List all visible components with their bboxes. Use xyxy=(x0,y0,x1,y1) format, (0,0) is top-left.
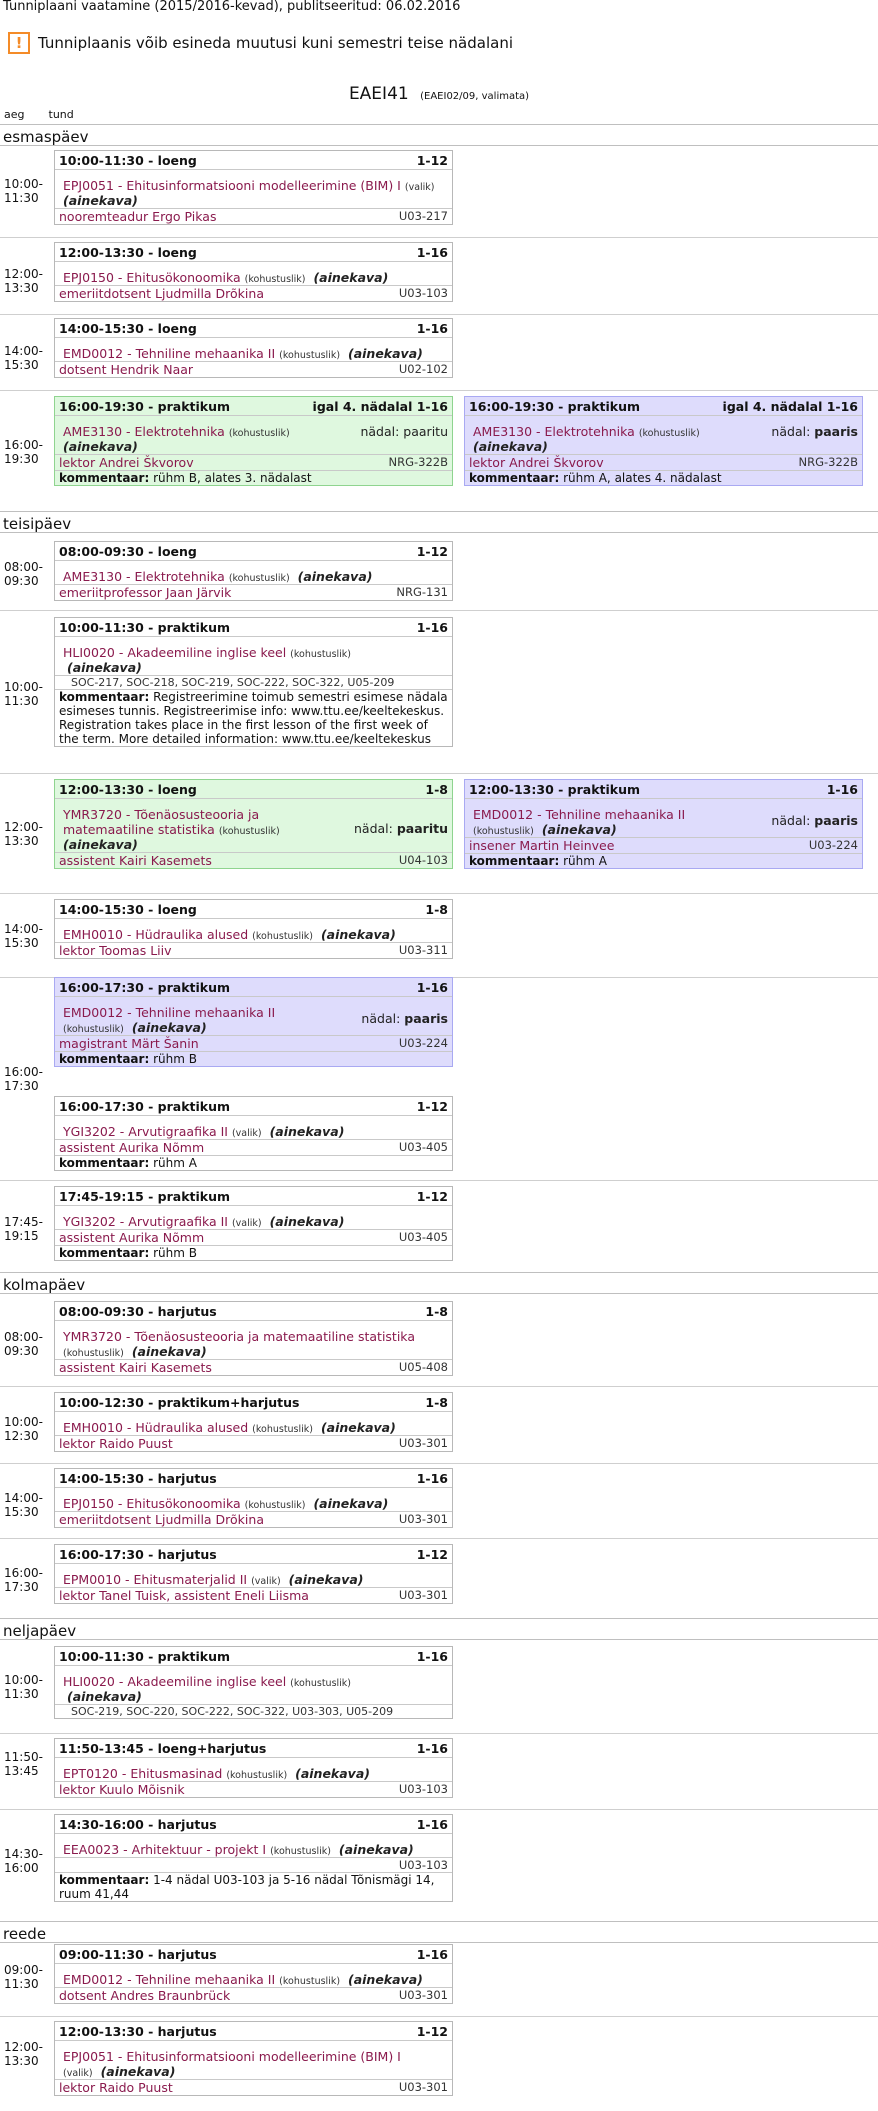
course-name[interactable]: Arhitektuur - projekt I xyxy=(131,1842,267,1857)
lesson-weeks: 1-16 xyxy=(416,1816,448,1832)
lesson-card[interactable]: 12:00-13:30 - praktikum 1-16 EMD0012 - Tehniline mehaanika II (kohustuslik) (ainekava) nädal: paaris insener Martin Heinvee U03-224 kommentaar: rühm A xyxy=(464,779,863,869)
row-separator xyxy=(0,893,878,894)
lesson-card[interactable]: 09:00-11:30 - harjutus 1-16 EMD0012 - Tehniline mehaanika II (kohustuslik) (ainekava) dotsent Andres Braunbrück U03-301 xyxy=(54,1944,453,2004)
lesson-weeks: 1-12 xyxy=(416,1546,448,1562)
course-name[interactable]: Akadeemiline inglise keel xyxy=(127,645,287,660)
comment-text: rühm A xyxy=(153,1156,197,1170)
course-name[interactable]: Ehitusmaterjalid II xyxy=(133,1572,248,1587)
course-name[interactable]: Arvutigraafika II xyxy=(128,1214,228,1229)
row-separator xyxy=(0,314,878,315)
time-label: 10:00- 11:30 xyxy=(4,680,43,708)
lesson-weeks: 1-12 xyxy=(416,2023,448,2039)
lesson-card[interactable]: 10:00-11:30 - loeng 1-12 EPJ0051 - Ehitusinformatsiooni modelleerimine (BIM) I (valik) (ainekava) nooremteadur Ergo Pikas U03-217 xyxy=(54,150,453,225)
lesson-card[interactable]: 17:45-19:15 - praktikum 1-12 YGI3202 - Arvutigraafika II (valik) (ainekava) assistent Aurika Nõmm U03-405 kommentaar: rühm B xyxy=(54,1186,453,1261)
lesson-time-type: 16:00-17:30 - praktikum xyxy=(59,979,231,995)
day-row-friday xyxy=(0,1921,878,1943)
lesson-weeks: 1-12 xyxy=(416,1188,448,1204)
comment-label: kommentaar: xyxy=(59,471,150,485)
time-label: 14:00- 15:30 xyxy=(4,1491,43,1519)
week-parity: paaris xyxy=(404,1011,448,1026)
teacher-name[interactable]: emeriitdotsent Ljudmilla Drõkina xyxy=(59,1512,264,1527)
lesson-card[interactable]: 08:00-09:30 - harjutus 1-8 YMR3720 - Tõenäosusteooria ja matemaatiline statistika (kohustuslik) (ainekava) assistent Kairi Kasemets U05-408 xyxy=(54,1301,453,1376)
time-label: 10:00- 11:30 xyxy=(4,1673,43,1701)
course-plan-link[interactable]: (ainekava) xyxy=(347,1972,423,1987)
time-label: 14:00- 15:30 xyxy=(4,344,43,372)
lesson-card[interactable]: 14:30-16:00 - harjutus 1-16 EEA0023 - Arhitektuur - projekt I (kohustuslik) (ainekava) U03-103 kommentaar: 1-4 nädal U03-103 ja 5-16 nädal Tõnismägi 14, ruum 41,44 xyxy=(54,1814,453,1902)
lesson-time-type: 11:50-13:45 - loeng+harjutus xyxy=(59,1740,267,1756)
day-name: kolmapäev xyxy=(3,1276,86,1294)
room: U03-301 xyxy=(398,2080,448,2094)
course-name[interactable]: Ehitusmasinad xyxy=(130,1766,223,1781)
course-name[interactable]: Elektrotehnika xyxy=(134,569,225,584)
course-tag: (kohustuslik) xyxy=(270,1846,331,1857)
course-plan-link[interactable]: (ainekava) xyxy=(131,1344,207,1359)
course-tag: (kohustuslik) xyxy=(252,1424,313,1435)
comment-label: kommentaar: xyxy=(59,1156,150,1170)
day-name: teisipäev xyxy=(3,515,72,533)
time-label: 12:00- 13:30 xyxy=(4,267,43,295)
course-code[interactable]: EMD0012 xyxy=(63,346,124,361)
course-name[interactable]: Ehitusökonoomika xyxy=(126,270,241,285)
course-plan-link[interactable]: (ainekava) xyxy=(473,439,548,454)
row-separator xyxy=(0,237,878,238)
course-tag: (kohustuslik) xyxy=(252,931,313,942)
course-code[interactable]: EPJ0150 xyxy=(63,270,114,285)
lesson-time-type: 12:00-13:30 - praktikum xyxy=(469,781,641,797)
lesson-card[interactable]: 16:00-17:30 - praktikum 1-16 EMD0012 - Tehniline mehaanika II (kohustuslik) (ainekava) nädal: paaris magistrant Märt Šanin U03-224 kommentaar: rühm B xyxy=(54,977,453,1067)
teacher-name[interactable]: emeriitprofessor Jaan Järvik xyxy=(59,585,232,600)
course-plan-link[interactable]: (ainekava) xyxy=(313,1496,389,1511)
lesson-card[interactable]: 16:00-19:30 - praktikum igal 4. nädalal 1-16 AME3130 - Elektrotehnika (kohustuslik) (ainekava) nädal: paaris lektor Andrei Škvorov NRG-322B kommentaar: rühm A, alates 4. nädalast xyxy=(464,396,863,486)
course-name[interactable]: Tõenäosusteooria ja matemaatiline statistika xyxy=(134,1329,415,1344)
room: U03-224 xyxy=(808,838,858,852)
lesson-card[interactable]: 12:00-13:30 - harjutus 1-12 EPJ0051 - Ehitusinformatsiooni modelleerimine (BIM) I (valik) (ainekava) lektor Raido Puust U03-301 xyxy=(54,2021,453,2096)
comment-text: rühm A, alates 4. nädalast xyxy=(563,471,722,485)
lesson-time-type: 14:00-15:30 - loeng xyxy=(59,320,197,336)
time-label: 16:00- 19:30 xyxy=(4,438,43,466)
warning-banner xyxy=(8,32,513,54)
lesson-weeks: 1-8 xyxy=(425,1303,448,1319)
course-name[interactable]: Elektrotehnika xyxy=(134,424,225,439)
lesson-card[interactable]: 11:50-13:45 - loeng+harjutus 1-16 EPT0120 - Ehitusmasinad (kohustuslik) (ainekava) lektor Kuulo Mõisnik U03-103 xyxy=(54,1738,453,1798)
room: U03-301 xyxy=(398,1988,448,2002)
room: U03-405 xyxy=(398,1140,448,1154)
group-subtitle: (EAEI02/09, valimata) xyxy=(420,91,530,102)
lesson-card[interactable]: 12:00-13:30 - loeng 1-16 EPJ0150 - Ehitusökonoomika (kohustuslik) (ainekava) emeriitdotsent Ljudmilla Drõkina U03-103 xyxy=(54,242,453,302)
course-tag: (kohustuslik) xyxy=(290,649,352,660)
course-code[interactable]: EPJ0150 xyxy=(63,1496,114,1511)
room: NRG-131 xyxy=(396,585,448,599)
lesson-card[interactable]: 08:00-09:30 - loeng 1-12 AME3130 - Elektrotehnika (kohustuslik) (ainekava) emeriitprofessor Jaan Järvik NRG-131 xyxy=(54,541,453,601)
course-code[interactable]: EPJ0051 xyxy=(63,2049,114,2064)
row-separator xyxy=(0,1538,878,1539)
course-code[interactable]: EPJ0051 xyxy=(63,178,114,193)
comment-label: kommentaar: xyxy=(59,1052,150,1066)
room: U03-217 xyxy=(398,209,448,223)
comment-text: rühm A xyxy=(563,854,607,868)
room-list: SOC-217, SOC-218, SOC-219, SOC-222, SOC-322, U05-209 xyxy=(55,675,452,689)
lesson-weeks: 1-16 xyxy=(826,781,858,797)
course-code[interactable]: YMR3720 xyxy=(63,1329,122,1344)
comment-text: Registreerimine toimub semestri esimese nädala esimeses tunnis. Registreerimise info: www.ttu.ee/keeltekeskus. Registration takes place in the first lesson of the first week of the term. More detailed information: www.ttu.ee/keeltekeskus xyxy=(59,690,448,746)
teacher-name[interactable]: nooremteadur Ergo Pikas xyxy=(59,209,217,224)
warning-text: Tunniplaanis võib esineda muutusi kuni semestri teise nädalani xyxy=(38,34,513,52)
week-parity: paaris xyxy=(814,813,858,828)
lesson-time-type: 10:00-11:30 - loeng xyxy=(59,152,197,168)
lesson-card[interactable]: 12:00-13:30 - loeng 1-8 YMR3720 - Tõenäosusteooria ja matemaatiline statistika (kohustuslik) (ainekava) nädal: paaritu assistent Kairi Kasemets U04-103 xyxy=(54,779,453,869)
teacher-name[interactable]: lektor Raido Puust xyxy=(59,1436,173,1451)
week-label: nädal: xyxy=(771,813,811,828)
lesson-weeks: 1-16 xyxy=(416,1740,448,1756)
teacher-name[interactable]: dotsent Hendrik Naar xyxy=(59,362,194,377)
week-parity: paaritu xyxy=(396,821,448,836)
course-code[interactable]: AME3130 xyxy=(63,569,123,584)
teacher-name[interactable]: emeriitdotsent Ljudmilla Drõkina xyxy=(59,286,264,301)
time-label: 09:00- 11:30 xyxy=(4,1963,43,1991)
room: NRG-322B xyxy=(388,455,448,469)
comment-text: rühm B xyxy=(153,1246,197,1260)
teacher-name[interactable]: lektor Kuulo Mõisnik xyxy=(59,1782,185,1797)
course-tag: (valik) xyxy=(231,1128,262,1139)
course-tag: (kohustuslik) xyxy=(63,1024,124,1035)
room: U03-103 xyxy=(398,286,448,300)
course-name[interactable]: Tehniline mehaanika II xyxy=(135,346,276,361)
comment-label: kommentaar: xyxy=(59,1873,150,1887)
comment-label: kommentaar: xyxy=(59,1246,150,1260)
room: U03-301 xyxy=(398,1512,448,1526)
course-code[interactable]: HLI0020 xyxy=(63,1674,115,1689)
course-name[interactable]: Hüdraulika alused xyxy=(135,1420,249,1435)
week-parity: paaritu xyxy=(403,424,448,439)
course-plan-link[interactable]: (ainekava) xyxy=(66,1689,142,1704)
course-plan-link[interactable]: (ainekava) xyxy=(347,346,423,361)
room: U03-311 xyxy=(398,943,448,957)
room: U03-224 xyxy=(398,1036,448,1050)
lesson-card[interactable]: 16:00-17:30 - harjutus 1-12 EPM0010 - Ehitusmaterjalid II (valik) (ainekava) lektor Tanel Tuisk, assistent Eneli Liisma U03-301 xyxy=(54,1544,453,1604)
teacher-name[interactable]: lektor Raido Puust xyxy=(59,2080,173,2095)
comment-label: kommentaar: xyxy=(469,854,560,868)
course-name[interactable]: Tehniline mehaanika II xyxy=(135,1972,276,1987)
teacher-name[interactable]: lektor Tanel Tuisk, assistent Eneli Liisma xyxy=(59,1588,309,1603)
column-headers xyxy=(4,108,74,121)
room: U03-301 xyxy=(398,1436,448,1450)
course-plan-link[interactable]: (ainekava) xyxy=(297,569,373,584)
lesson-time-type: 08:00-09:30 - harjutus xyxy=(59,1303,217,1319)
course-plan-link[interactable]: (ainekava) xyxy=(63,439,138,454)
course-name[interactable]: Hüdraulika alused xyxy=(135,927,249,942)
lesson-card[interactable]: 10:00-11:30 - praktikum 1-16 HLI0020 - Akadeemiline inglise keel (kohustuslik) (ainekava) SOC-219, SOC-220, SOC-222, SOC-322, U03-303, U05-209 xyxy=(54,1646,453,1719)
lesson-weeks: 1-16 xyxy=(416,1946,448,1962)
lesson-card[interactable]: 16:00-19:30 - praktikum igal 4. nädalal 1-16 AME3130 - Elektrotehnika (kohustuslik) (ainekava) nädal: paaritu lektor Andrei Škvorov NRG-322B kommentaar: rühm B, alates 3. nädalast xyxy=(54,396,453,486)
row-separator xyxy=(0,1386,878,1387)
course-name[interactable]: Ehitusinformatsiooni modelleerimine (BIM) I xyxy=(126,178,401,193)
time-label: 14:30- 16:00 xyxy=(4,1847,43,1875)
course-tag: (kohustuslik) xyxy=(473,826,534,837)
lesson-time-type: 12:00-13:30 - loeng xyxy=(59,781,197,797)
week-label: nädal: xyxy=(360,424,400,439)
lesson-weeks: 1-16 xyxy=(416,320,448,336)
lesson-time-type: 16:00-17:30 - harjutus xyxy=(59,1546,217,1562)
course-code[interactable]: EMH0010 xyxy=(63,1420,123,1435)
course-tag: (kohustuslik) xyxy=(244,274,306,285)
lesson-time-type: 10:00-11:30 - praktikum xyxy=(59,1648,231,1664)
lesson-weeks: 1-12 xyxy=(416,1098,448,1114)
day-row-monday xyxy=(0,124,878,146)
comment-label: kommentaar: xyxy=(59,690,150,704)
lesson-weeks: 1-8 xyxy=(425,901,448,917)
room: U03-103 xyxy=(398,1858,448,1872)
lesson-weeks: 1-8 xyxy=(425,781,448,797)
teacher-name[interactable]: assistent Kairi Kasemets xyxy=(59,853,212,868)
lesson-time-type: 16:00-17:30 - praktikum xyxy=(59,1098,231,1114)
course-code[interactable]: AME3130 xyxy=(473,424,533,439)
row-separator xyxy=(0,773,878,774)
time-label: 08:00- 09:30 xyxy=(4,560,43,588)
course-code[interactable]: YGI3202 xyxy=(63,1214,116,1229)
course-tag: (kohustuslik) xyxy=(279,1976,341,1987)
course-tag: (kohustuslik) xyxy=(279,350,341,361)
course-tag: (kohustuslik) xyxy=(218,826,280,837)
room: U03-103 xyxy=(398,1782,448,1796)
time-label: 10:00- 11:30 xyxy=(4,177,43,205)
course-code[interactable]: EMH0010 xyxy=(63,927,123,942)
room-list: SOC-219, SOC-220, SOC-222, SOC-322, U03-303, U05-209 xyxy=(55,1704,452,1718)
course-tag: (kohustuslik) xyxy=(228,428,290,439)
course-plan-link[interactable]: (ainekava) xyxy=(320,1420,396,1435)
group-code: EAEI41 xyxy=(348,84,409,104)
course-plan-link[interactable]: (ainekava) xyxy=(66,660,142,675)
course-code[interactable]: EMD0012 xyxy=(63,1972,124,1987)
course-plan-link[interactable]: (ainekava) xyxy=(63,193,138,208)
lesson-card[interactable]: 16:00-17:30 - praktikum 1-12 YGI3202 - Arvutigraafika II (valik) (ainekava) assistent Aurika Nõmm U03-405 kommentaar: rühm A xyxy=(54,1096,453,1171)
day-row-thursday xyxy=(0,1618,878,1640)
group-title xyxy=(0,84,878,104)
course-plan-link[interactable]: (ainekava) xyxy=(131,1020,207,1035)
course-tag: (valik) xyxy=(231,1218,262,1229)
teacher-name[interactable]: dotsent Andres Braunbrück xyxy=(59,1988,231,2003)
lesson-time-type: 17:45-19:15 - praktikum xyxy=(59,1188,231,1204)
course-name[interactable]: Tehniline mehaanika II xyxy=(545,807,686,822)
col-time-header: aeg xyxy=(4,108,25,121)
course-code[interactable]: EPT0120 xyxy=(63,1766,118,1781)
teacher-name[interactable]: lektor Andrei Škvorov xyxy=(469,455,604,470)
row-separator xyxy=(0,1180,878,1181)
row-separator xyxy=(0,390,878,391)
course-code[interactable]: EEA0023 xyxy=(63,1842,120,1857)
course-code[interactable]: YMR3720 xyxy=(63,807,122,822)
row-separator xyxy=(0,610,878,611)
comment-text: rühm B xyxy=(153,1052,197,1066)
course-plan-link[interactable]: (ainekava) xyxy=(320,927,396,942)
day-name: neljapäev xyxy=(3,1622,77,1640)
course-tag: (valik) xyxy=(404,182,435,193)
lesson-weeks: igal 4. nädalal 1-16 xyxy=(722,398,858,414)
lesson-time-type: 09:00-11:30 - harjutus xyxy=(59,1946,217,1962)
room: U02-102 xyxy=(398,362,448,376)
course-tag: (kohustuslik) xyxy=(290,1678,352,1689)
course-plan-link[interactable]: (ainekava) xyxy=(295,1766,370,1781)
lesson-card[interactable]: 14:00-15:30 - loeng 1-16 EMD0012 - Tehniline mehaanika II (kohustuslik) (ainekava) dotsent Hendrik Naar U02-102 xyxy=(54,318,453,378)
lesson-weeks: 1-12 xyxy=(416,152,448,168)
day-row-tuesday xyxy=(0,511,878,533)
lesson-weeks: igal 4. nädalal 1-16 xyxy=(312,398,448,414)
room: U03-405 xyxy=(398,1230,448,1244)
course-plan-link[interactable]: (ainekava) xyxy=(100,2064,176,2079)
time-label: 16:00- 17:30 xyxy=(4,1065,43,1093)
course-name[interactable]: Ehitusinformatsiooni modelleerimine (BIM) I xyxy=(126,2049,401,2064)
teacher-name[interactable]: assistent Aurika Nõmm xyxy=(59,1230,205,1245)
teacher-name[interactable]: lektor Toomas Liiv xyxy=(59,943,172,958)
room: NRG-322B xyxy=(798,455,858,469)
course-plan-link[interactable]: (ainekava) xyxy=(288,1572,364,1587)
course-tag: (valik) xyxy=(63,2068,93,2079)
lesson-weeks: 1-16 xyxy=(416,1470,448,1486)
course-code[interactable]: EPM0010 xyxy=(63,1572,122,1587)
course-plan-link[interactable]: (ainekava) xyxy=(269,1214,345,1229)
room: U03-301 xyxy=(398,1588,448,1602)
course-code[interactable]: YGI3202 xyxy=(63,1124,116,1139)
lesson-time-type: 12:00-13:30 - loeng xyxy=(59,244,197,260)
course-name[interactable]: Akadeemiline inglise keel xyxy=(127,1674,287,1689)
lesson-card[interactable]: 10:00-11:30 - praktikum 1-16 HLI0020 - Akadeemiline inglise keel (kohustuslik) (ainekava) SOC-217, SOC-218, SOC-219, SOC-222, SOC-322, U05-209 kommentaar: Registreerimine toimub semestri esimese nädala esimeses tunnis. Registreerimise info: www.ttu.ee/keeltekeskus. Registration takes place in the first lesson of the first week of the term. More detailed information: www.ttu.ee/keeltekeskus xyxy=(54,617,453,747)
course-tag: (kohustuslik) xyxy=(638,428,700,439)
row-separator xyxy=(0,1809,878,1810)
lesson-time-type: 16:00-19:30 - praktikum xyxy=(59,398,231,414)
row-separator xyxy=(0,1733,878,1734)
lesson-weeks: 1-16 xyxy=(416,244,448,260)
week-label: nädal: xyxy=(361,1011,401,1026)
course-plan-link[interactable]: (ainekava) xyxy=(269,1124,345,1139)
course-code[interactable]: AME3130 xyxy=(63,424,123,439)
lesson-time-type: 14:00-15:30 - harjutus xyxy=(59,1470,217,1486)
comment-text: rühm B, alates 3. nädalast xyxy=(153,471,312,485)
teacher-name[interactable]: assistent Aurika Nõmm xyxy=(59,1140,205,1155)
time-label: 17:45- 19:15 xyxy=(4,1215,43,1243)
time-label: 11:50- 13:45 xyxy=(4,1750,43,1778)
lesson-card[interactable]: 10:00-12:30 - praktikum+harjutus 1-8 EMH0010 - Hüdraulika alused (kohustuslik) (ainekava) lektor Raido Puust U03-301 xyxy=(54,1392,453,1452)
time-label: 12:00- 13:30 xyxy=(4,820,43,848)
week-label: nädal: xyxy=(771,424,811,439)
lesson-time-type: 12:00-13:30 - harjutus xyxy=(59,2023,217,2039)
course-code[interactable]: HLI0020 xyxy=(63,645,115,660)
lesson-weeks: 1-12 xyxy=(416,543,448,559)
lesson-weeks: 1-16 xyxy=(416,1648,448,1664)
lesson-weeks: 1-16 xyxy=(416,619,448,635)
day-row-wednesday xyxy=(0,1272,878,1294)
course-name[interactable]: Ehitusökonoomika xyxy=(126,1496,241,1511)
course-code[interactable]: EMD0012 xyxy=(63,1005,124,1020)
course-tag: (kohustuslik) xyxy=(244,1500,306,1511)
page-title: Tunniplaani vaatamine (2015/2016-kevad), publitseeritud: 06.02.2016 xyxy=(3,0,461,14)
time-label: 12:00- 13:30 xyxy=(4,2040,43,2068)
room: U05-408 xyxy=(398,1360,448,1374)
course-name[interactable]: Arvutigraafika II xyxy=(128,1124,228,1139)
row-separator xyxy=(0,2016,878,2017)
lesson-time-type: 08:00-09:30 - loeng xyxy=(59,543,197,559)
warning-icon: ! xyxy=(8,32,30,54)
room: U04-103 xyxy=(398,853,448,867)
teacher-name[interactable]: insener Martin Heinvee xyxy=(469,838,615,853)
day-name: reede xyxy=(3,1925,47,1943)
lesson-weeks: 1-16 xyxy=(416,979,448,995)
lesson-time-type: 16:00-19:30 - praktikum xyxy=(469,398,641,414)
course-name[interactable]: Tõenäosusteooria ja matemaatiline statistika xyxy=(63,807,260,837)
time-label: 16:00- 17:30 xyxy=(4,1566,43,1594)
comment-text: 1-4 nädal U03-103 ja 5-16 nädal Tõnismägi 14, ruum 41,44 xyxy=(59,1873,435,1901)
lesson-card[interactable]: 14:00-15:30 - harjutus 1-16 EPJ0150 - Ehitusökonoomika (kohustuslik) (ainekava) emeriitdotsent Ljudmilla Drõkina U03-301 xyxy=(54,1468,453,1528)
teacher-name[interactable]: assistent Kairi Kasemets xyxy=(59,1360,212,1375)
week-label: nädal: xyxy=(353,821,393,836)
time-label: 14:00- 15:30 xyxy=(4,922,43,950)
comment-label: kommentaar: xyxy=(469,471,560,485)
lesson-card[interactable]: 14:00-15:30 - loeng 1-8 EMH0010 - Hüdraulika alused (kohustuslik) (ainekava) lektor Toomas Liiv U03-311 xyxy=(54,899,453,959)
lesson-time-type: 14:00-15:30 - loeng xyxy=(59,901,197,917)
row-separator xyxy=(0,1463,878,1464)
lesson-time-type: 14:30-16:00 - harjutus xyxy=(59,1816,217,1832)
course-plan-link[interactable]: (ainekava) xyxy=(313,270,389,285)
course-plan-link[interactable]: (ainekava) xyxy=(541,822,617,837)
course-name[interactable]: Tehniline mehaanika II xyxy=(135,1005,276,1020)
time-label: 10:00- 12:30 xyxy=(4,1415,43,1443)
course-name[interactable]: Elektrotehnika xyxy=(544,424,635,439)
lesson-weeks: 1-8 xyxy=(425,1394,448,1410)
course-plan-link[interactable]: (ainekava) xyxy=(338,1842,414,1857)
day-name: esmaspäev xyxy=(3,128,89,146)
course-code[interactable]: EMD0012 xyxy=(473,807,534,822)
week-parity: paaris xyxy=(814,424,858,439)
lesson-time-type: 10:00-11:30 - praktikum xyxy=(59,619,231,635)
time-label: 08:00- 09:30 xyxy=(4,1330,43,1358)
col-class-header: tund xyxy=(48,108,74,121)
teacher-name[interactable]: lektor Andrei Škvorov xyxy=(59,455,194,470)
lesson-time-type: 10:00-12:30 - praktikum+harjutus xyxy=(59,1394,300,1410)
course-plan-link[interactable]: (ainekava) xyxy=(63,837,138,852)
course-tag: (valik) xyxy=(251,1576,281,1587)
teacher-name[interactable]: magistrant Märt Šanin xyxy=(59,1036,199,1051)
course-tag: (kohustuslik) xyxy=(63,1348,124,1359)
course-tag: (kohustuslik) xyxy=(226,1770,288,1781)
course-tag: (kohustuslik) xyxy=(228,573,290,584)
